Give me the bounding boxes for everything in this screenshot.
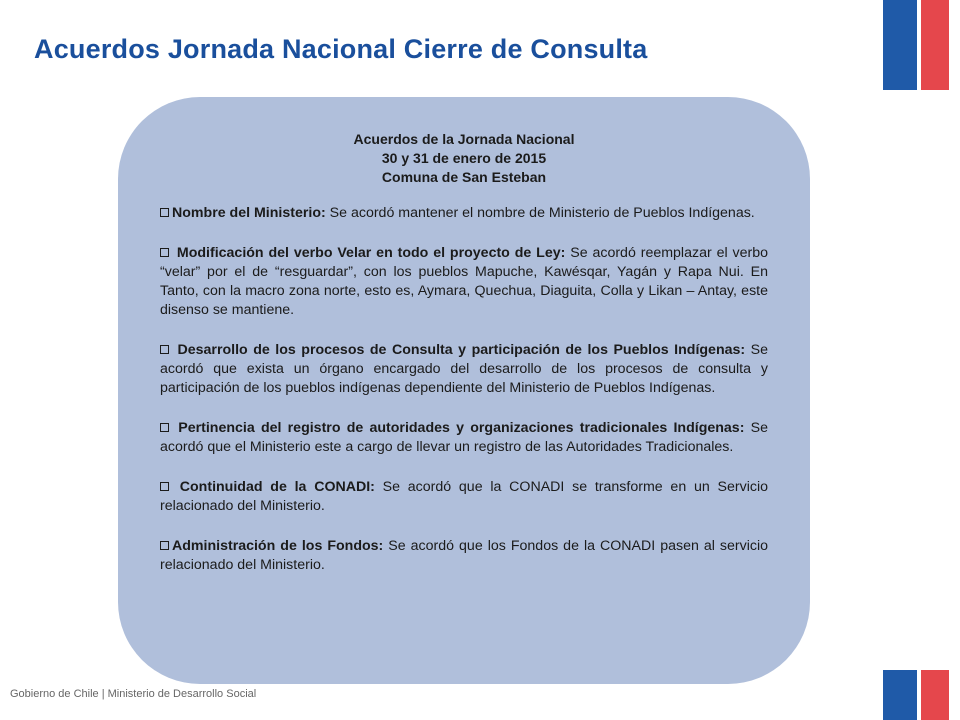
item-label: Continuidad de la CONADI: bbox=[179, 479, 375, 495]
chile-flag-logo-bottom bbox=[883, 670, 949, 720]
agreements-list bbox=[160, 204, 768, 575]
list-item bbox=[160, 478, 768, 516]
heading-line-2: 30 y 31 de enero de 2015 bbox=[381, 150, 547, 166]
list-item bbox=[160, 341, 768, 398]
item-label: Pertinencia del registro de autoridades y organizaciones tradicionales Indígenas: bbox=[178, 420, 745, 436]
checkbox-bullet-icon bbox=[160, 423, 169, 432]
heading-line-3: Comuna de San Esteban bbox=[381, 169, 547, 185]
chile-flag-logo-top bbox=[883, 0, 949, 90]
item-text: Se acordó que exista un órgano encargado del desarrollo de los procesos de consulta y participación de los pueblos indígenas dependiente del Ministerio de Pueblos Indígenas. bbox=[160, 342, 768, 396]
list-item bbox=[160, 244, 768, 320]
item-label: Administración de los Fondos: bbox=[172, 538, 384, 554]
checkbox-bullet-icon bbox=[160, 482, 169, 491]
item-text: Se acordó mantener el nombre de Ministerio de Pueblos Indígenas. bbox=[325, 205, 755, 221]
checkbox-bullet-icon bbox=[160, 345, 169, 354]
heading-line-1: Acuerdos de la Jornada Nacional bbox=[353, 131, 575, 147]
item-label: Modificación del verbo Velar en todo el proyecto de Ley: bbox=[176, 245, 566, 261]
item-text: Se acordó que el Ministerio este a cargo de llevar un registro de las Autoridades Tradicionales. bbox=[160, 420, 769, 455]
list-item bbox=[160, 537, 768, 575]
checkbox-bullet-icon bbox=[160, 208, 169, 217]
page-title: Acuerdos Jornada Nacional Cierre de Consulta bbox=[34, 34, 648, 64]
item-text: Se acordó que la CONADI se transforme en un Servicio relacionado del Ministerio. bbox=[160, 479, 768, 514]
checkbox-bullet-icon bbox=[160, 541, 169, 550]
panel-heading bbox=[160, 130, 768, 187]
checkbox-bullet-icon bbox=[160, 248, 169, 257]
agreements-content bbox=[160, 130, 768, 596]
list-item bbox=[160, 419, 768, 457]
footer-text: Gobierno de Chile | Ministerio de Desarrollo Social bbox=[10, 688, 257, 700]
item-label: Nombre del Ministerio: bbox=[172, 205, 326, 221]
item-text: Se acordó reemplazar el verbo “velar” por el de “resguardar”, con los pueblos Mapuche, Kawésqar, Yagán y Rapa Nui. En Tanto, con la macro zona norte, esto es, Aymara, Quechua, Diaguita, Colla y Likan – Antay, este disenso se mantiene. bbox=[160, 245, 768, 318]
item-text: Se acordó que los Fondos de la CONADI pasen al servicio relacionado del Ministerio. bbox=[160, 538, 768, 573]
list-item bbox=[160, 204, 768, 223]
item-label: Desarrollo de los procesos de Consulta y participación de los Pueblos Indígenas: bbox=[177, 342, 746, 358]
